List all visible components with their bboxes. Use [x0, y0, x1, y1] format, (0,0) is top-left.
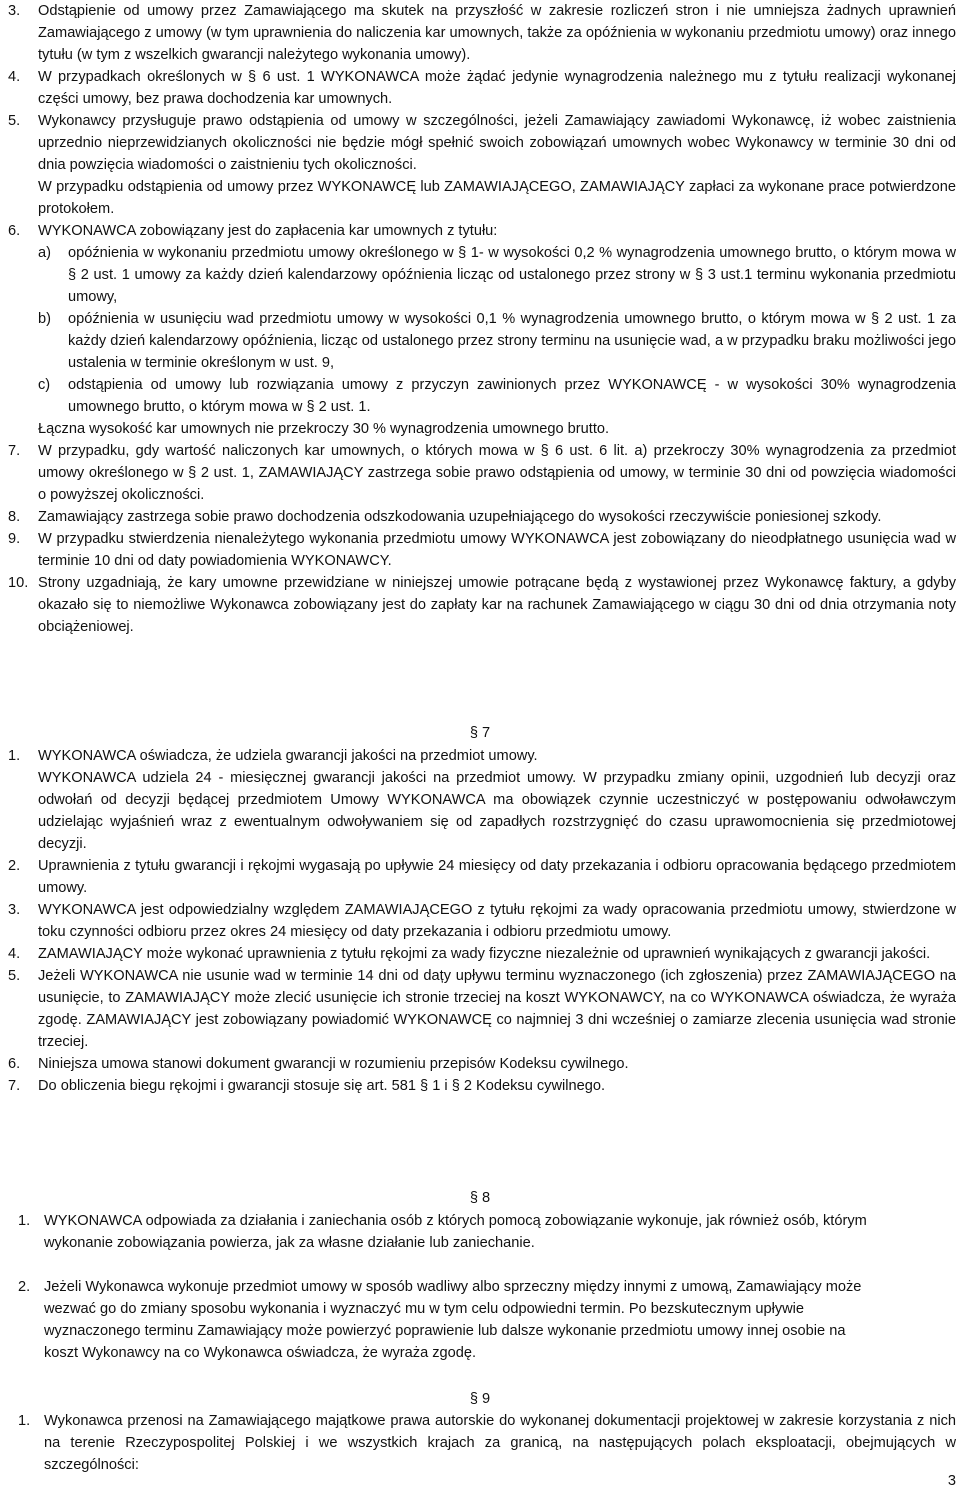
- item-text: W przypadku stwierdzenia nienależytego wykonania przedmiotu umowy WYKONAWCA jest zobowiązany do nieodpłatnego usunięcia wad w terminie 10 dni od daty powiadomienia WYKONAWCY.: [38, 531, 956, 569]
- item-text: WYKONAWCA zobowiązany jest do zapłacenia kar umownych z tytułu:: [38, 223, 498, 239]
- section-liability-2: [0, 1276, 960, 1364]
- item-number: 6.: [8, 223, 21, 239]
- item-number: 9.: [8, 531, 21, 547]
- item-number: 1.: [8, 748, 21, 764]
- section-heading-9: § 9: [469, 1391, 491, 1407]
- item-text: WYKONAWCA oświadcza, że udziela gwarancji jakości na przedmiot umowy.: [38, 748, 538, 764]
- list-item: [0, 855, 960, 899]
- item-continuation: WYKONAWCA udziela 24 - miesięcznej gwarancji jakości na przedmiot umowy. W przypadku zmiany opinii, uzgodnień lub decyzji oraz odwołań od decyzji będącej przedmiotem Umowy WYKONAWCA ma obowiązek czynnie uczestniczyć w postępowaniu odwoławczym udzielając wyjaśnień wraz z ewentualnym odwoływaniem się od zapadłych rozstrzygnięć do czasu uprawomocnienia się przedmiotowej decyzji.: [38, 770, 956, 852]
- sub-list-item: [38, 374, 956, 418]
- item-continuation: W przypadku odstąpienia od umowy przez WYKONAWCĘ lub ZAMAWIAJĄCEGO, ZAMAWIAJĄCY zapłaci za wykonane prace potwierdzone protokołem.: [38, 179, 956, 217]
- item-text: Strony uzgadniają, że kary umowne przewidziane w niniejszej umowie potrącane będą z wystawionej przez Wykonawcę faktury, a gdyby okazało się to niemożliwe Wykonawca zobowiązany jest do zapłaty kar na rachunek Zamawiającego w ciągu 30 dni od dnia otrzymania noty obciążeniowej.: [38, 575, 956, 635]
- item-number: 7.: [8, 1078, 21, 1094]
- item-text: Jeżeli WYKONAWCA nie usunie wad w terminie 14 dni od dațy upływu terminu wyznaczonego (ich zgłoszenia) przez ZAMAWIAJĄCEGO na usunięcie, to ZAMAWIAJĄCY może zlecić usunięcie ich stronie trzeciej na koszt WYKONAWCY, na co WYKONAWCA oświadcza, że wyraża zgodę. ZAMAWIAJĄCY jest zobowiązany powiadomić WYKONAWCĘ co najmniej 3 dni wcześniej o zamiarze zlecenia usunięcia wad stronie trzeciej.: [38, 968, 956, 1050]
- penalty-total-note: Łączna wysokość kar umownych nie przekroczy 30 % wynagrodzenia umownego brutto.: [38, 421, 610, 437]
- section-penalties: [0, 0, 960, 638]
- item-number: 8.: [8, 509, 21, 525]
- list-item: [0, 943, 960, 965]
- item-number: 4.: [8, 69, 21, 85]
- sub-item-text: opóźnienia w usunięciu wad przedmiotu umowy w wysokości 0,1 % wynagrodzenia umownego brutto, o którym mowa w § 2 ust. 1 za każdy dzień kalendarzowy opóźnienia, licząc od ustalonego przez strony terminu na usunięcie wad, a w przypadku braku możliwości jego ustalenia w terminie określonym w ust. 9,: [68, 311, 956, 371]
- list-item: [0, 1210, 960, 1254]
- list-item: [0, 1276, 960, 1364]
- item-number: 2.: [18, 1279, 31, 1295]
- item-number: 3.: [8, 3, 21, 19]
- list-item: [0, 572, 960, 638]
- item-number: 3.: [8, 902, 21, 918]
- item-text: W przypadku, gdy wartość naliczonych kar umownych, o których mowa w § 6 ust. 6 lit. a) przekroczy 30% wynagrodzenia za przedmiot umowy określonego w § 2 ust. 1, ZAMAWIAJĄCY zastrzega sobie prawo odstąpienia od umowy, w terminie 30 dni od powzięcia wiadomości o powyższej okoliczności.: [38, 443, 956, 503]
- item-number: 10.: [8, 575, 29, 591]
- item-number: 6.: [8, 1056, 21, 1072]
- sub-item-letter: a): [38, 245, 51, 261]
- sub-item-letter: c): [38, 377, 51, 393]
- item-number: 2.: [8, 858, 21, 874]
- item-text: Wykonawcy przysługuje prawo odstąpienia od umowy w szczególności, jeżeli Zamawiający zawiadomi Wykonawcę, iż wobec zaistnienia uprzednio nieprzewidzianych okoliczności nie będzie mógł spełnić swoich zobowiązań umownych wobec Wykonawcy w terminie 30 dni od dnia powzięcia wiadomości o zaistnieniu tych okoliczności.: [38, 113, 956, 173]
- list-item: [0, 1410, 960, 1476]
- list-item: [0, 1053, 960, 1075]
- item-text: Uprawnienia z tytułu gwarancji i rękojmi wygasają po upływie 24 miesięcy od daty przekazania i odbioru opracowania będącego przedmiotem umowy.: [38, 858, 956, 896]
- item-text: Jeżeli Wykonawca wykonuje przedmiot umowy w sposób wadliwy albo sprzeczny między innymi z umową, Zamawiający może wezwać go do zmiany sposobu wykonania i wyznaczyć mu w tym celu odpowiedni termin. Po bezskutecznym upływie wyznaczonego terminu Zamawiający może powierzyć poprawienie lub dalsze wykonanie przedmiotu umowy innej osobie na koszt Wykonawcy na co Wykonawca oświadcza, że wyraża zgodę.: [44, 1279, 862, 1361]
- section-heading-8: § 8: [469, 1190, 491, 1206]
- item-text: Zamawiający zastrzega sobie prawo dochodzenia odszkodowania uzupełniającego do wysokości rzeczywiście poniesionej szkody.: [38, 509, 882, 525]
- section-liability: [0, 1210, 960, 1254]
- list-item: [0, 506, 960, 528]
- list-item: [0, 965, 960, 1053]
- item-number: 1.: [18, 1213, 31, 1229]
- sub-item-letter: b): [38, 311, 51, 327]
- item-text: Do obliczenia biegu rękojmi i gwarancji stosuje się art. 581 § 1 i § 2 Kodeksu cywilnego.: [38, 1078, 606, 1094]
- item-text: Wykonawca przenosi na Zamawiającego majątkowe prawa autorskie do wykonanej dokumentacji projektowej w zakresie korzystania z nich na terenie Rzeczypospolitej Polskiej i we wszystkich krajach za granicą, na następujących polach eksploatacji, obejmujących w szczególności:: [44, 1413, 956, 1473]
- list-item: [0, 440, 960, 506]
- page-number: 3: [947, 1473, 956, 1489]
- list-item: [0, 110, 960, 220]
- item-text: ZAMAWIAJĄCY może wykonać uprawnienia z tytułu rękojmi za wady fizyczne niezależnie od uprawnień wynikających z gwarancji jakości.: [38, 946, 931, 962]
- sub-item-text: opóźnienia w wykonaniu przedmiotu umowy określonego w § 1- w wysokości 0,2 % wynagrodzenia umownego brutto, o którym mowa w § 2 ust. 1 umowy za każdy dzień kalendarzowy opóźnienia licząc od ustalonego przez strony w § 3 ust.1 terminu wykonania przedmiotu umowy,: [68, 245, 956, 305]
- item-number: 7.: [8, 443, 21, 459]
- list-item: [0, 745, 960, 855]
- list-item: [0, 66, 960, 110]
- item-number: 4.: [8, 946, 21, 962]
- section-copyright: [0, 1410, 960, 1476]
- list-item: [0, 0, 960, 66]
- sub-list-item: [38, 242, 956, 308]
- item-number: 5.: [8, 968, 21, 984]
- list-item: [0, 1075, 960, 1097]
- sub-list-item: [38, 308, 956, 374]
- section-warranty: [0, 745, 960, 1097]
- item-text: Odstąpienie od umowy przez Zamawiającego ma skutek na przyszłość w zakresie rozliczeń stron i nie umniejsza żadnych uprawnień Zamawiającego z umowy (w tym uprawnienia do naliczenia kar umownych, także za opóźnienia w wykonaniu przedmiotu umowy) oraz innego tytułu (w tym z wszelkich gwarancji należytego wykonania umowy).: [38, 3, 956, 63]
- item-text: W przypadkach określonych w § 6 ust. 1 WYKONAWCA może żądać jedynie wynagrodzenia należnego mu z tytułu realizacji wykonanej części umowy, bez prawa dochodzenia kar umownych.: [38, 69, 956, 107]
- item-text: WYKONAWCA odpowiada za działania i zaniechania osób z których pomocą zobowiązanie wykonuje, jak również osób, którym wykonanie zobowiązania powierza, jak za własne działanie lub zaniechanie.: [44, 1213, 867, 1251]
- section-heading-7: § 7: [469, 725, 491, 741]
- list-item: [0, 528, 960, 572]
- item-text: WYKONAWCA jest odpowiedzialny względem ZAMAWIAJĄCEGO z tytułu rękojmi za wady opracowania przedmiotu umowy, stwierdzone w toku czynności odbioru przez okres 24 miesięcy od daty przekazania i odbioru przedmiotu umowy.: [38, 902, 956, 940]
- item-number: 5.: [8, 113, 21, 129]
- list-item: [0, 220, 960, 242]
- item-number: 1.: [18, 1413, 31, 1429]
- sub-item-text: odstąpienia od umowy lub rozwiązania umowy z przyczyn zawinionych przez WYKONAWCĘ - w wysokości 30% wynagrodzenia umownego brutto, o którym mowa w § 2 ust. 1.: [68, 377, 956, 415]
- item-text: Niniejsza umowa stanowi dokument gwarancji w rozumieniu przepisów Kodeksu cywilnego.: [38, 1056, 629, 1072]
- list-item: [0, 899, 960, 943]
